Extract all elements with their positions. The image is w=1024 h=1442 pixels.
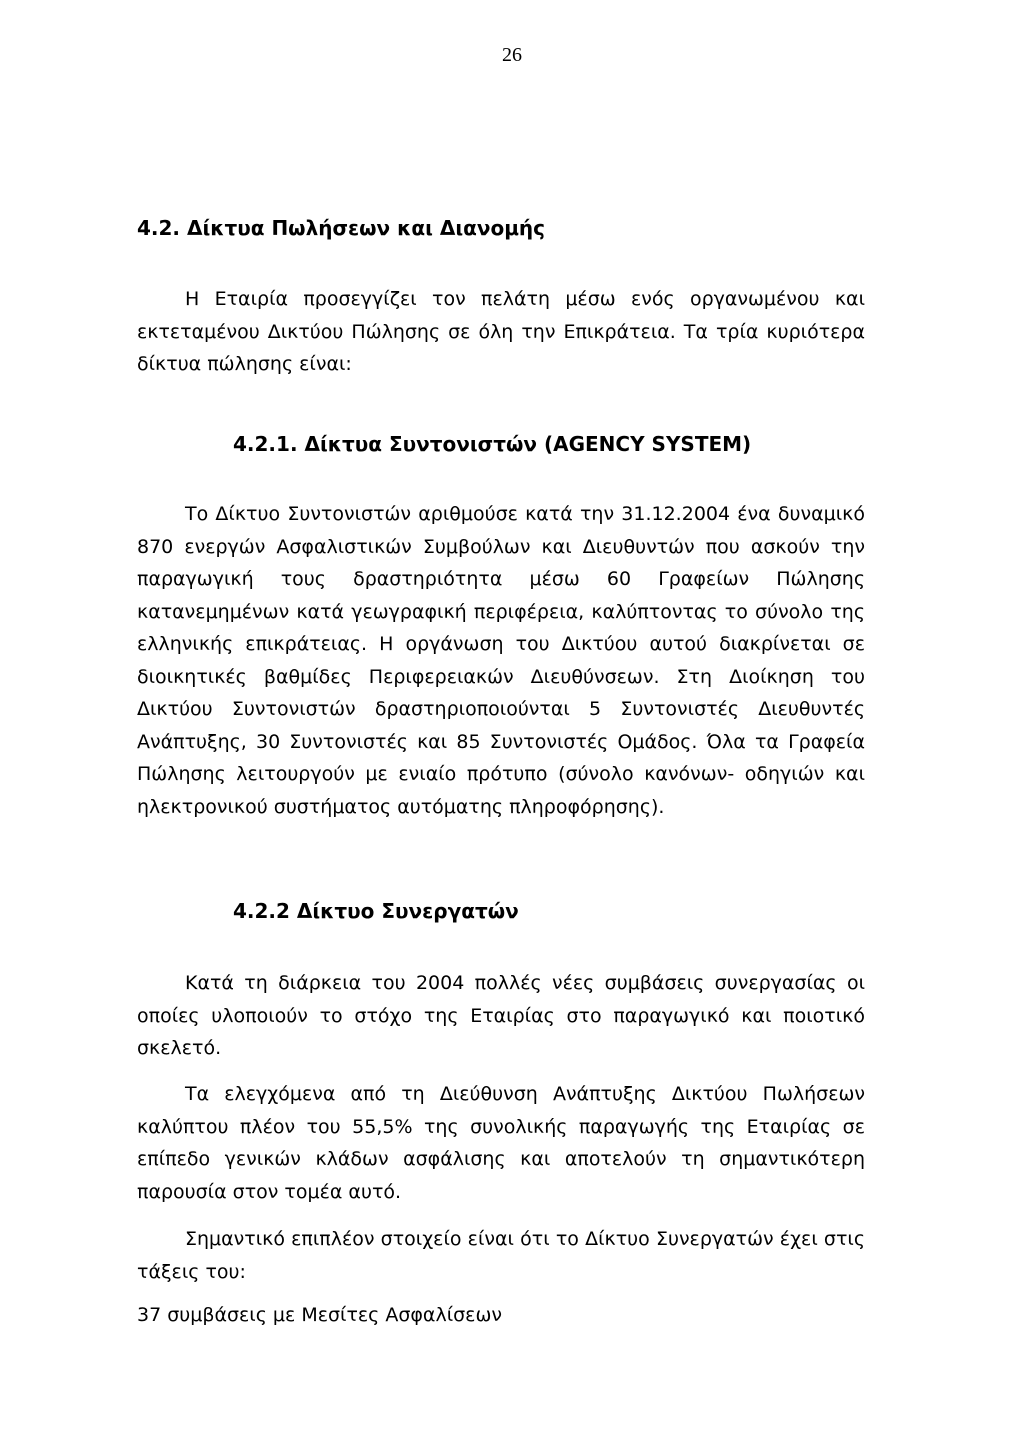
section-intro-paragraph: Η Εταιρία προσεγγίζει τον πελάτη μέσω ενός οργανωμένου και εκτεταμένου Δικτύου Πώλησης σε όλη την Επικράτεια. Τα τρία κυριότερα δίκτυα πώλησης είναι: (137, 288, 865, 375)
section-heading: 4.2. Δίκτυα Πωλήσεων και Διανομής (137, 216, 546, 240)
subsection-2-paragraph-3: Σημαντικό επιπλέον στοιχείο είναι ότι το Δίκτυο Συνεργατών έχει στις τάξεις του: (137, 1228, 865, 1283)
subsection-1-paragraph: Το Δίκτυο Συντονιστών αριθμούσε κατά την 31.12.2004 ένα δυναμικό 870 ενεργών Ασφαλιστικών Συμβούλων και Διευθυντών που ασκούν την παραγωγική τους δραστηριότητα μέσω 60 Γραφείων Πώλησης κατανεμημένων κατά γεωγραφική περιφέρεια, καλύπτοντας το σύνολο της ελληνικής επικράτειας. Η οργάνωση του Δικτύου αυτού διακρίνεται σε διοικητικές βαθμίδες Περιφερειακών Διευθύνσεων. Στη Διοίκηση του Δικτύου Συντονιστών δραστηριοποιούνται 5 Συντονιστές Διευθυντές Ανάπτυξης, 30 Συντονιστές και 85 Συντονιστές Ομάδος. Όλα τα Γραφεία Πώλησης λειτουργούν με ενιαίο πρότυπο (σύνολο κανόνων- οδηγιών και ηλεκτρονικού συστήματος αυτόματης πληροφόρησης). (137, 503, 865, 818)
subsection-2-paragraph-2: Τα ελεγχόμενα από τη Διεύθυνση Ανάπτυξης Δικτύου Πωλήσεων καλύπτου πλέον του 55,5% της συνολικής παραγωγής της Εταιρίας σε επίπεδο γενικών κλάδων ασφάλισης και αποτελούν τη σημαντικότερη παρουσία στον τομέα αυτό. (137, 1083, 865, 1203)
subsection-2-item-1: 37 συμβάσεις με Μεσίτες Ασφαλίσεων (137, 1304, 502, 1326)
subsection-1-heading: 4.2.1. Δίκτυα Συντονιστών (AGENCY SYSTEM) (233, 432, 752, 456)
page-number: 26 (502, 44, 522, 66)
subsection-2-heading: 4.2.2 Δίκτυο Συνεργατών (233, 899, 519, 923)
subsection-2-paragraph-1: Κατά τη διάρκεια του 2004 πολλές νέες συμβάσεις συνεργασίας οι οποίες υλοποιούν το στόχο της Εταιρίας στο παραγωγικό και ποιοτικό σκελετό. (137, 972, 865, 1059)
